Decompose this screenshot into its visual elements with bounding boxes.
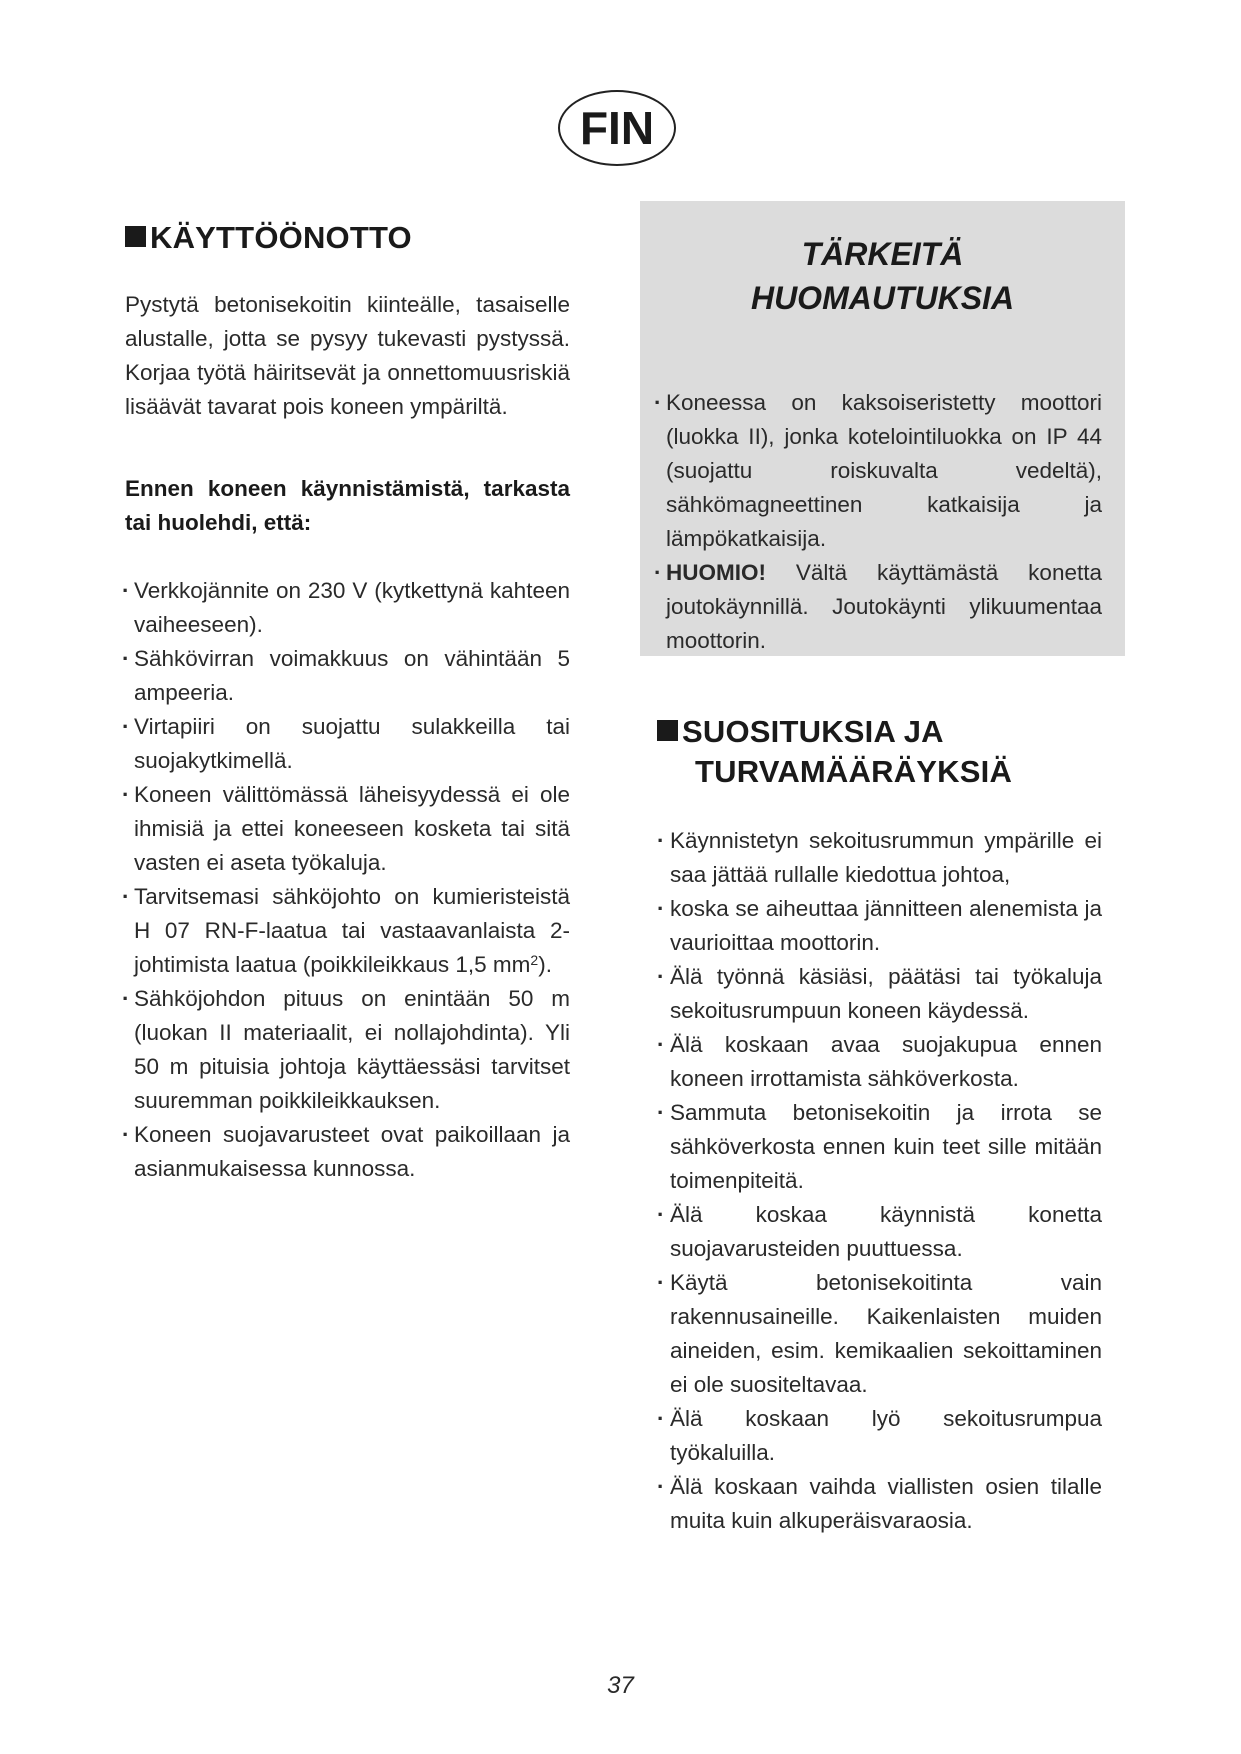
list-item: · Älä koskaa käynnistä konetta suojavarusteiden puuttuessa.	[657, 1198, 1102, 1266]
checklist	[125, 574, 570, 1186]
notes-title	[640, 232, 1125, 320]
list-item: · Verkkojännite on 230 V (kytkettynä kahteen vaiheeseen).	[125, 574, 570, 642]
section-heading-text: KÄYTTÖÖNOTTO	[150, 220, 412, 255]
list-item: · Älä työnnä käsiäsi, päätäsi tai työkaluja sekoitusrumpuun koneen käydessä.	[657, 960, 1102, 1028]
list-item: · Virtapiiri on suojattu sulakkeilla tai suojakytkimellä.	[125, 710, 570, 778]
superscript: 2	[530, 952, 539, 968]
warning-label: HUOMIO!	[666, 560, 766, 585]
list-item: · Käynnistetyn sekoitusrummun ympärille ei saa jättää rullalle kiedottua johtoa,	[657, 824, 1102, 892]
heading-line1: SUOSITUKSIA JA	[682, 714, 944, 749]
list-item: · koska se aiheuttaa jännitteen alenemista ja vaurioittaa moottorin.	[657, 892, 1102, 960]
section-heading-suosituksia	[657, 712, 1102, 792]
notes-title-line2: HUOMAUTUKSIA	[750, 280, 1015, 316]
list-item: · Älä koskaan vaihda viallisten osien tilalle muita kuin alkuperäisvaraosia.	[657, 1470, 1102, 1538]
checklist-lead: Ennen koneen käynnistämistä, tarkasta tai huolehdi, että:	[125, 476, 570, 535]
list-item: · Koneessa on kaksoiseristetty moottori (luokka II), jonka kotelointiluokka on IP 44 (suojattu roiskuvalta vedeltä), sähkömagneettinen katkaisija ja lämpökatkaisija.	[657, 386, 1102, 556]
intro-paragraph: Pystytä betonisekoitin kiinteälle, tasaiselle alustalle, jotta se pysyy tukevasti pystyssä. Korjaa työtä häiritsevät ja onnettomuusriskiä lisäävät tavarat pois koneen ympäriltä.	[125, 292, 570, 419]
cable-text-end: ).	[538, 952, 552, 977]
list-item: · Käytä betonisekoitinta vain rakennusaineille. Kaikenlaisten muiden aineiden, esim. kemikaalien sekoittaminen ei ole suositeltavaa.	[657, 1266, 1102, 1402]
left-column	[125, 218, 570, 1186]
list-item: · Sähköjohdon pituus on enintään 50 m (luokan II materiaalit, ei nollajohdinta). Yli 50 m pituisia johtoja käyttäessäsi tarvitset suuremman poikkileikkauksen.	[125, 982, 570, 1118]
square-bullet-icon	[125, 226, 146, 247]
safety-list	[657, 824, 1102, 1538]
list-item: · Koneen suojavarusteet ovat paikoillaan ja asianmukaisessa kunnossa.	[125, 1118, 570, 1186]
list-item-cable	[125, 880, 570, 982]
list-item: · Älä koskaan lyö sekoitusrumpua työkaluilla.	[657, 1402, 1102, 1470]
list-item: · Sammuta betonisekoitin ja irrota se sähköverkosta ennen kuin teet sille mitään toimenpiteitä.	[657, 1096, 1102, 1198]
language-badge: FIN	[558, 90, 676, 166]
list-item: · Koneen välittömässä läheisyydessä ei ole ihmisiä ja ettei koneeseen kosketa tai sitä vasten ei aseta työkaluja.	[125, 778, 570, 880]
heading-line2: TURVAMÄÄRÄYKSIÄ	[695, 754, 1013, 789]
notes-list	[657, 386, 1102, 658]
list-item-warning	[657, 556, 1102, 658]
square-bullet-icon	[657, 720, 678, 741]
notes-title-line1: TÄRKEITÄ	[801, 236, 964, 272]
recommendations-section	[657, 712, 1102, 1538]
page-number: 37	[607, 1672, 634, 1699]
warning-text: Vältä käyttämästä konetta joutokäynnillä. Joutokäynti ylikuumentaa moottorin.	[666, 560, 1102, 653]
list-item: · Sähkövirran voimakkuus on vähintään 5 ampeeria.	[125, 642, 570, 710]
section-heading-kayttoonotto	[125, 218, 570, 258]
cable-text: Tarvitsemasi sähköjohto on kumieristeistä H 07 RN-F-laatua tai vastaavanlaista 2-johtimista laatua (poikkileikkaus 1,5 mm	[134, 884, 570, 977]
list-item: · Älä koskaan avaa suojakupua ennen koneen irrottamista sähköverkosta.	[657, 1028, 1102, 1096]
